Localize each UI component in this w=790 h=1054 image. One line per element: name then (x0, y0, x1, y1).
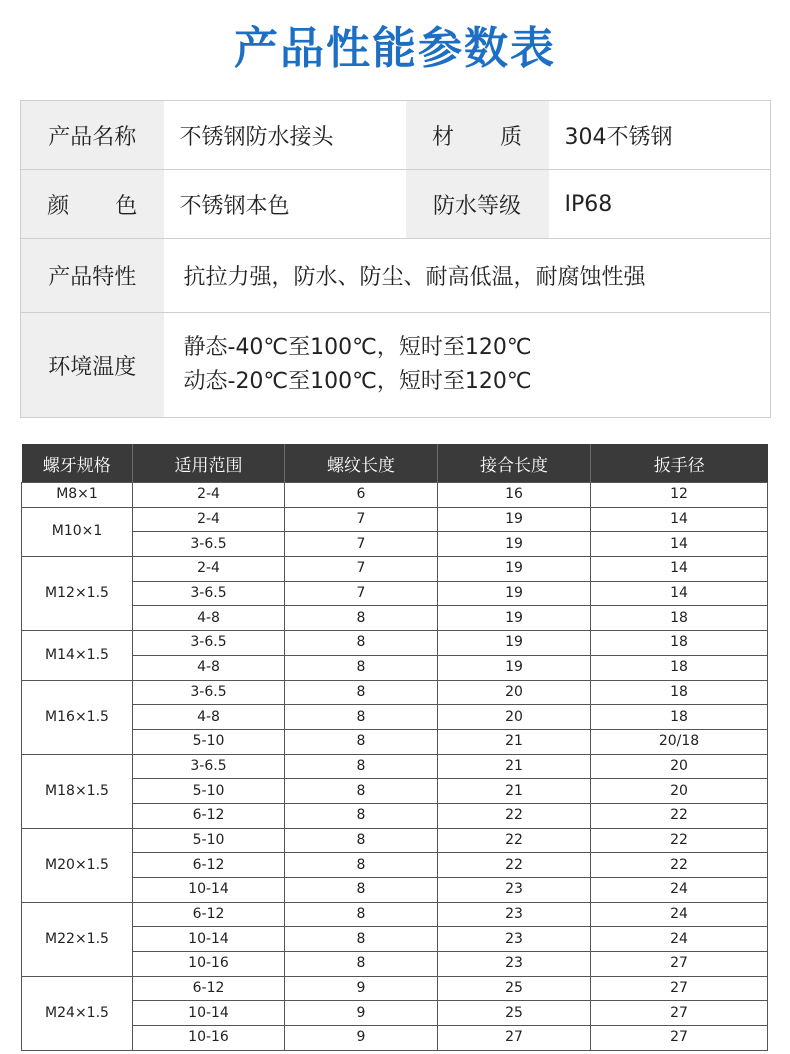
header-range: 适用范围 (133, 444, 285, 483)
table-row (22, 878, 768, 903)
table-row (22, 655, 768, 680)
spec-cell: M18×1.5 (22, 754, 133, 828)
info-row-name (21, 101, 771, 170)
table-row (22, 705, 768, 730)
joint-length-cell: 27 (438, 1026, 591, 1051)
temp-label: 环境温度 (21, 313, 164, 418)
joint-length-cell: 19 (438, 631, 591, 656)
joint-length-cell: 23 (438, 902, 591, 927)
wrench-cell: 22 (591, 803, 768, 828)
table-row (22, 483, 768, 508)
thread-length-cell: 9 (285, 976, 438, 1001)
joint-length-cell: 19 (438, 507, 591, 532)
spec-header-row (22, 444, 768, 483)
table-row (22, 631, 768, 656)
table-row (22, 1001, 768, 1026)
table-row (22, 976, 768, 1001)
range-cell: 5-10 (133, 729, 285, 754)
joint-length-cell: 19 (438, 606, 591, 631)
thread-length-cell: 7 (285, 532, 438, 557)
page-title: 产品性能参数表 (234, 23, 556, 74)
range-cell: 3-6.5 (133, 532, 285, 557)
wrench-cell: 24 (591, 878, 768, 903)
material-label-char-1: 材 (431, 124, 454, 150)
joint-length-cell: 23 (438, 878, 591, 903)
header-wrench: 扳手径 (591, 444, 768, 483)
wrench-cell: 20 (591, 754, 768, 779)
thread-length-cell: 8 (285, 729, 438, 754)
thread-length-cell: 8 (285, 878, 438, 903)
range-cell: 2-4 (133, 557, 285, 582)
wrench-cell: 14 (591, 532, 768, 557)
range-cell: 10-16 (133, 1026, 285, 1051)
thread-length-cell: 9 (285, 1001, 438, 1026)
wrench-cell: 20 (591, 779, 768, 804)
range-cell: 3-6.5 (133, 680, 285, 705)
spec-cell: M8×1 (22, 483, 133, 508)
range-cell: 6-12 (133, 902, 285, 927)
thread-length-cell: 8 (285, 952, 438, 977)
table-row (22, 779, 768, 804)
range-cell: 3-6.5 (133, 581, 285, 606)
wrench-cell: 27 (591, 952, 768, 977)
table-row (22, 803, 768, 828)
wrench-cell: 22 (591, 853, 768, 878)
thread-length-cell: 8 (285, 828, 438, 853)
wrench-cell: 18 (591, 680, 768, 705)
temp-value (164, 313, 771, 418)
joint-length-cell: 22 (438, 853, 591, 878)
thread-length-cell: 8 (285, 680, 438, 705)
header-thread-length: 螺纹长度 (285, 444, 438, 483)
table-row (22, 853, 768, 878)
range-cell: 3-6.5 (133, 631, 285, 656)
range-cell: 10-14 (133, 878, 285, 903)
spec-table (21, 444, 768, 1051)
spec-cell: M14×1.5 (22, 631, 133, 680)
wrench-cell: 12 (591, 483, 768, 508)
range-cell: 10-16 (133, 952, 285, 977)
joint-length-cell: 20 (438, 705, 591, 730)
range-cell: 4-8 (133, 705, 285, 730)
joint-length-cell: 21 (438, 729, 591, 754)
range-cell: 6-12 (133, 976, 285, 1001)
spec-cell: M22×1.5 (22, 902, 133, 976)
temp-dynamic: 动态-20℃至100℃，短时至120℃ (183, 369, 532, 394)
thread-length-cell: 8 (285, 705, 438, 730)
wrench-cell: 18 (591, 606, 768, 631)
spec-table-body (22, 483, 768, 1051)
range-cell: 3-6.5 (133, 754, 285, 779)
joint-length-cell: 19 (438, 557, 591, 582)
thread-length-cell: 8 (285, 853, 438, 878)
material-label (406, 101, 549, 170)
range-cell: 6-12 (133, 803, 285, 828)
wrench-cell: 22 (591, 828, 768, 853)
table-row (22, 729, 768, 754)
thread-length-cell: 8 (285, 606, 438, 631)
thread-length-cell: 8 (285, 631, 438, 656)
table-row (22, 507, 768, 532)
range-cell: 10-14 (133, 1001, 285, 1026)
table-row (22, 532, 768, 557)
thread-length-cell: 9 (285, 1026, 438, 1051)
wrench-cell: 14 (591, 507, 768, 532)
thread-length-cell: 7 (285, 581, 438, 606)
range-cell: 4-8 (133, 606, 285, 631)
feature-value: 抗拉力强，防水、防尘、耐高低温，耐腐蚀性强 (164, 239, 771, 313)
wrench-cell: 18 (591, 705, 768, 730)
table-row (22, 828, 768, 853)
product-info-table (20, 100, 771, 418)
range-cell: 6-12 (133, 853, 285, 878)
color-label (21, 170, 164, 239)
wrench-cell: 18 (591, 655, 768, 680)
joint-length-cell: 22 (438, 803, 591, 828)
wrench-cell: 27 (591, 976, 768, 1001)
table-row (22, 1026, 768, 1051)
joint-length-cell: 21 (438, 779, 591, 804)
spec-cell: M20×1.5 (22, 828, 133, 902)
range-cell: 4-8 (133, 655, 285, 680)
name-value: 不锈钢防水接头 (164, 101, 406, 170)
spec-cell: M12×1.5 (22, 557, 133, 631)
wrench-cell: 24 (591, 927, 768, 952)
table-row (22, 680, 768, 705)
thread-length-cell: 8 (285, 902, 438, 927)
spec-cell: M10×1 (22, 507, 133, 556)
thread-length-cell: 7 (285, 507, 438, 532)
joint-length-cell: 22 (438, 828, 591, 853)
header-spec: 螺牙规格 (22, 444, 133, 483)
color-value: 不锈钢本色 (164, 170, 406, 239)
table-row (22, 557, 768, 582)
wrench-cell: 24 (591, 902, 768, 927)
material-value: 304不锈钢 (549, 101, 771, 170)
joint-length-cell: 25 (438, 976, 591, 1001)
thread-length-cell: 7 (285, 557, 438, 582)
info-row-temp (21, 313, 771, 418)
info-row-color (21, 170, 771, 239)
grade-label: 防水等级 (406, 170, 549, 239)
joint-length-cell: 16 (438, 483, 591, 508)
table-row (22, 927, 768, 952)
wrench-cell: 20/18 (591, 729, 768, 754)
table-row (22, 952, 768, 977)
material-label-char-2: 质 (500, 124, 523, 150)
joint-length-cell: 19 (438, 655, 591, 680)
table-row (22, 581, 768, 606)
wrench-cell: 27 (591, 1001, 768, 1026)
wrench-cell: 27 (591, 1026, 768, 1051)
feature-label: 产品特性 (21, 239, 164, 313)
range-cell: 2-4 (133, 507, 285, 532)
wrench-cell: 14 (591, 581, 768, 606)
spec-cell: M24×1.5 (22, 976, 133, 1050)
joint-length-cell: 19 (438, 581, 591, 606)
info-row-feature (21, 239, 771, 313)
joint-length-cell: 20 (438, 680, 591, 705)
header-joint-length: 接合长度 (438, 444, 591, 483)
color-label-char-1: 颜 (47, 193, 70, 219)
range-cell: 5-10 (133, 779, 285, 804)
temp-static: 静态-40℃至100℃，短时至120℃ (183, 335, 532, 360)
grade-value: IP68 (549, 170, 771, 239)
name-label: 产品名称 (21, 101, 164, 170)
thread-length-cell: 8 (285, 655, 438, 680)
thread-length-cell: 8 (285, 927, 438, 952)
joint-length-cell: 23 (438, 952, 591, 977)
wrench-cell: 18 (591, 631, 768, 656)
wrench-cell: 14 (591, 557, 768, 582)
thread-length-cell: 6 (285, 483, 438, 508)
joint-length-cell: 25 (438, 1001, 591, 1026)
table-row (22, 902, 768, 927)
thread-length-cell: 8 (285, 779, 438, 804)
joint-length-cell: 19 (438, 532, 591, 557)
spec-cell: M16×1.5 (22, 680, 133, 754)
joint-length-cell: 23 (438, 927, 591, 952)
joint-length-cell: 21 (438, 754, 591, 779)
range-cell: 5-10 (133, 828, 285, 853)
table-row (22, 606, 768, 631)
range-cell: 10-14 (133, 927, 285, 952)
color-label-char-2: 色 (115, 193, 138, 219)
thread-length-cell: 8 (285, 754, 438, 779)
thread-length-cell: 8 (285, 803, 438, 828)
table-row (22, 754, 768, 779)
range-cell: 2-4 (133, 483, 285, 508)
